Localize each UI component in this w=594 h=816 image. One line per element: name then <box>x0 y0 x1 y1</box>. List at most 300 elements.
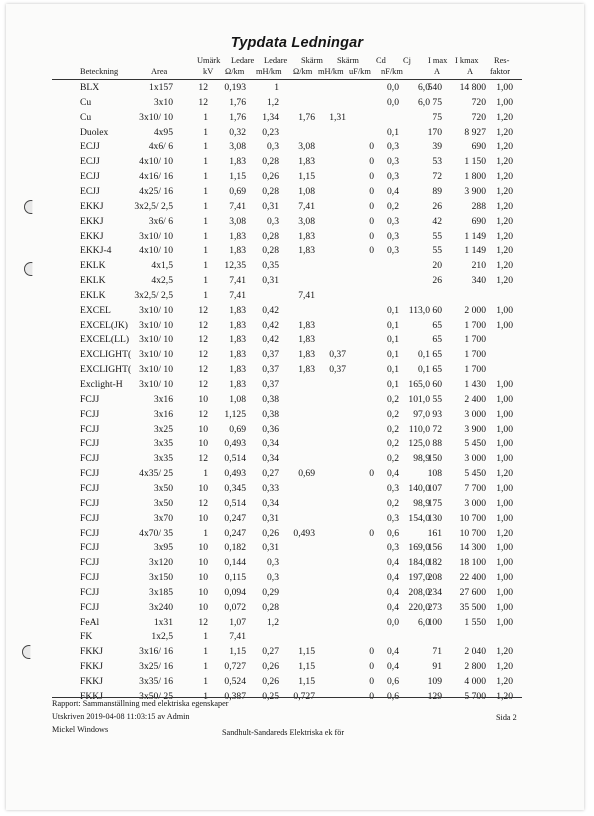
cell-res-factor: 1,00 <box>496 512 513 524</box>
cell-shield-resistance: 1,83 <box>298 230 315 242</box>
cell-ikmax: 1 800 <box>464 171 486 183</box>
cell-res-factor: 1,00 <box>496 319 513 331</box>
cell-cd-value: 0,1 <box>387 349 399 361</box>
cell-designation: EKLK <box>80 275 106 287</box>
cell-designation: FCJJ <box>80 557 100 569</box>
cell-designation: EXCEL(JK) <box>80 319 128 331</box>
cell-ikmax: 2 000 <box>464 304 486 316</box>
cell-ikmax: 720 <box>471 96 486 108</box>
cell-voltage: 12 <box>198 616 208 628</box>
cell-area: 4x6/ 6 <box>148 141 173 153</box>
header-cell: mH/km <box>318 67 344 76</box>
cell-ikmax: 10 700 <box>459 512 486 524</box>
cell-res-factor: 1,00 <box>496 304 513 316</box>
cell-area: 3x120 <box>149 557 173 569</box>
cell-conductor-resistance: 7,41 <box>229 631 246 643</box>
cell-voltage: 12 <box>198 82 208 93</box>
cell-cd-value: 0,6 <box>387 676 399 687</box>
cell-zero-flag: 0 <box>369 690 374 702</box>
cell-res-factor: 1,20 <box>496 111 513 123</box>
cell-shield-resistance: 3,08 <box>298 141 315 153</box>
cell-designation: EKKJ-4 <box>80 245 112 257</box>
cell-cj-value: 197,0 <box>408 572 430 584</box>
cell-res-factor: 1,00 <box>496 497 513 509</box>
cell-designation: FK <box>80 631 93 643</box>
cell-res-factor: 1,00 <box>496 482 513 494</box>
cell-res-factor: 1,20 <box>496 126 513 138</box>
cell-conductor-inductance: 0,31 <box>262 542 279 554</box>
cell-imax: 107 <box>427 482 442 494</box>
cell-area: 3x35/ 16 <box>139 676 173 687</box>
cell-imax: 65 <box>432 349 442 361</box>
cell-imax: 55 <box>432 245 442 257</box>
cell-imax: 156 <box>427 542 442 554</box>
cell-designation: ECJJ <box>80 185 100 197</box>
cell-voltage: 12 <box>198 96 208 108</box>
cell-cj-value: 6,0 <box>418 616 430 628</box>
header-cell: Ω/km <box>225 67 245 76</box>
header-cell: Skärm <box>301 56 323 65</box>
cell-voltage: 12 <box>198 408 208 420</box>
cell-voltage: 10 <box>198 586 208 598</box>
cell-voltage: 12 <box>198 349 208 361</box>
cell-cd-value: 0,4 <box>387 557 399 569</box>
cell-imax: 71 <box>432 646 442 658</box>
cell-designation: Duolex <box>80 126 109 138</box>
cell-shield-resistance: 1,83 <box>298 334 315 346</box>
header-cell: I kmax <box>455 56 479 65</box>
cell-area: 4x16/ 16 <box>139 171 173 183</box>
cell-ikmax: 10 700 <box>459 527 486 539</box>
cell-conductor-resistance: 0,727 <box>224 661 246 673</box>
cell-imax: 273 <box>427 601 442 613</box>
cell-ikmax: 18 100 <box>459 557 486 569</box>
cell-res-factor: 1,20 <box>496 141 513 153</box>
cell-imax: 65 <box>432 334 442 346</box>
cell-res-factor: 1,00 <box>496 601 513 613</box>
company-name: Sandhult-Sandareds Elektriska ek för <box>222 728 345 737</box>
cell-voltage: 12 <box>198 334 208 346</box>
cell-imax: 108 <box>427 468 442 480</box>
cell-voltage: 1 <box>203 676 208 687</box>
cell-shield-inductance: 1,31 <box>329 111 346 123</box>
cell-area: 3x10/ 10 <box>139 334 173 346</box>
cell-imax: 175 <box>427 497 442 509</box>
cell-designation: Cu <box>80 96 92 108</box>
cell-imax: 170 <box>427 126 442 138</box>
cell-imax: 60 <box>432 304 442 316</box>
cell-ikmax: 5 700 <box>464 690 486 702</box>
cell-zero-flag: 0 <box>369 185 374 197</box>
cell-cd-value: 0,6 <box>387 690 399 702</box>
cell-conductor-resistance: 12,35 <box>224 260 246 272</box>
cell-ikmax: 7 700 <box>464 482 486 494</box>
cell-shield-resistance: 1,83 <box>298 364 315 376</box>
cell-conductor-resistance: 1,83 <box>229 156 246 168</box>
cell-voltage: 12 <box>198 304 208 316</box>
cell-conductor-inductance: 1,2 <box>267 616 279 628</box>
header-cell: Res- <box>494 56 510 65</box>
cell-conductor-inductance: 0,23 <box>262 126 279 138</box>
cell-cj-value: 98,9 <box>413 497 430 509</box>
cell-conductor-inductance: 0,27 <box>262 468 279 480</box>
header-cell: Umärk <box>197 56 221 65</box>
cell-voltage: 1 <box>203 156 208 168</box>
cell-res-factor: 1,00 <box>496 393 513 405</box>
cell-cd-value: 0,2 <box>387 453 399 465</box>
cell-conductor-inductance: 0,33 <box>262 482 279 494</box>
cell-res-factor: 1,00 <box>496 616 513 628</box>
cell-voltage: 1 <box>203 215 208 227</box>
cell-designation: FKKJ <box>80 661 103 673</box>
cell-res-factor: 1,20 <box>496 230 513 242</box>
cell-cd-value: 0,1 <box>387 364 399 376</box>
cell-designation: FCJJ <box>80 572 100 584</box>
cell-conductor-inductance: 0,38 <box>262 408 279 420</box>
cell-conductor-resistance: 3,08 <box>229 141 246 153</box>
cell-designation: Exclight-H <box>80 379 123 390</box>
cell-conductor-resistance: 0,493 <box>224 438 246 450</box>
cell-conductor-inductance: 1 <box>274 82 279 93</box>
cell-conductor-inductance: 0,26 <box>262 171 279 183</box>
cell-cd-value: 0,0 <box>387 82 399 93</box>
cell-area: 3x16 <box>153 408 173 420</box>
cell-cj-value: 6,0 <box>418 96 430 108</box>
cell-ikmax: 35 500 <box>459 601 486 613</box>
cell-res-factor: 1,00 <box>496 557 513 569</box>
cell-cd-value: 0,2 <box>387 497 399 509</box>
cell-shield-resistance: 1,83 <box>298 245 315 257</box>
cell-ikmax: 14 300 <box>459 542 486 554</box>
cell-ikmax: 690 <box>471 141 486 153</box>
cell-voltage: 10 <box>198 393 208 405</box>
cell-conductor-inductance: 0,37 <box>262 349 279 361</box>
cell-voltage: 1 <box>203 171 208 183</box>
cell-conductor-inductance: 0,28 <box>262 601 279 613</box>
cell-shield-resistance: 1,15 <box>298 171 315 183</box>
cell-cj-value: 0,1 <box>418 364 430 376</box>
header-cell: kV <box>203 67 214 76</box>
cell-area: 3x35 <box>153 453 173 465</box>
cell-voltage: 10 <box>198 438 208 450</box>
cell-conductor-resistance: 1,07 <box>229 616 246 628</box>
cell-shield-inductance: 0,37 <box>329 364 346 376</box>
cell-area: 4x1,5 <box>151 260 173 272</box>
cell-conductor-resistance: 0,072 <box>224 601 246 613</box>
cell-designation: ECJJ <box>80 171 100 183</box>
cell-designation: FKKJ <box>80 676 103 687</box>
cell-area: 4x95 <box>153 126 173 138</box>
cell-conductor-resistance: 0,345 <box>224 482 246 494</box>
cell-res-factor: 1,20 <box>496 646 513 658</box>
cell-res-factor: 1,00 <box>496 438 513 450</box>
cell-designation: EKKJ <box>80 230 104 242</box>
cell-voltage: 12 <box>198 453 208 465</box>
cell-res-factor: 1,20 <box>496 260 513 272</box>
cell-conductor-resistance: 1,08 <box>229 393 246 405</box>
cell-ikmax: 720 <box>471 111 486 123</box>
cell-ikmax: 2 040 <box>464 646 486 658</box>
cell-cj-value: 125,0 <box>408 438 430 450</box>
cell-conductor-inductance: 0,28 <box>262 230 279 242</box>
cell-area: 3x25 <box>153 423 173 435</box>
cell-res-factor: 1,20 <box>496 690 513 702</box>
cell-res-factor: 1,20 <box>496 527 513 539</box>
cell-conductor-inductance: 0,29 <box>262 586 279 598</box>
cell-cj-value: 110,0 <box>408 423 430 435</box>
cell-conductor-inductance: 0,3 <box>267 141 279 153</box>
cell-conductor-resistance: 1,83 <box>229 319 246 331</box>
cell-designation: FCJJ <box>80 586 100 598</box>
cell-designation: EKLK <box>80 289 106 301</box>
cell-imax: 39 <box>432 141 442 153</box>
cell-area: 3x10/ 10 <box>139 349 173 361</box>
cell-area: 3x16 <box>153 393 173 405</box>
cell-imax: 75 <box>432 111 442 123</box>
cell-conductor-resistance: 1,83 <box>229 334 246 346</box>
cell-designation: ECJJ <box>80 141 100 153</box>
cell-conductor-inductance: 0,3 <box>267 572 279 584</box>
cell-ikmax: 2 800 <box>464 661 486 673</box>
cell-cd-value: 0,3 <box>387 141 399 153</box>
cell-ikmax: 3 000 <box>464 453 486 465</box>
cell-cj-value: 6,0 <box>418 82 430 93</box>
cell-shield-resistance: 0,727 <box>293 690 315 702</box>
cell-conductor-resistance: 0,387 <box>224 690 246 702</box>
cell-area: 1x157 <box>149 82 173 93</box>
cell-shield-resistance: 7,41 <box>298 289 315 301</box>
cell-zero-flag: 0 <box>369 661 374 673</box>
cell-area: 3x10/ 10 <box>139 379 173 390</box>
cell-area: 3x25/ 16 <box>139 661 173 673</box>
cell-cj-value: 0,1 <box>418 349 430 361</box>
cell-conductor-resistance: 1,83 <box>229 304 246 316</box>
cell-conductor-resistance: 0,69 <box>229 185 246 197</box>
cell-conductor-resistance: 1,83 <box>229 364 246 376</box>
cell-zero-flag: 0 <box>369 527 374 539</box>
header-cell: Skärm <box>337 56 359 65</box>
cell-ikmax: 1 550 <box>464 616 486 628</box>
cell-voltage: 1 <box>203 126 208 138</box>
cell-conductor-resistance: 0,514 <box>224 497 246 509</box>
cell-conductor-resistance: 0,115 <box>224 572 246 584</box>
cell-cd-value: 0,3 <box>387 171 399 183</box>
cell-voltage: 1 <box>203 646 208 658</box>
cell-ikmax: 690 <box>471 215 486 227</box>
cell-imax: 161 <box>427 527 442 539</box>
report-name: Rapport: Sammanställning med elektriska egenskaper <box>52 699 229 708</box>
cell-conductor-inductance: 0,34 <box>262 497 279 509</box>
cell-conductor-resistance: 3,08 <box>229 215 246 227</box>
cell-designation: FCJJ <box>80 497 100 509</box>
user-name: Mickel Windows <box>52 725 109 734</box>
cell-conductor-resistance: 0,493 <box>224 468 246 480</box>
cell-voltage: 12 <box>198 379 208 390</box>
cell-area: 3x150 <box>149 572 173 584</box>
cell-area: 3x240 <box>149 601 173 613</box>
cell-shield-resistance: 0,69 <box>298 468 315 480</box>
cell-cd-value: 0,4 <box>387 468 399 480</box>
cell-voltage: 1 <box>203 230 208 242</box>
cell-area: 3x6/ 6 <box>148 215 173 227</box>
cell-res-factor: 1,20 <box>496 215 513 227</box>
header-cell: Ω/km <box>293 67 313 76</box>
cell-imax: 26 <box>432 200 442 212</box>
cell-voltage: 12 <box>198 364 208 376</box>
cell-conductor-inductance: 0,38 <box>262 393 279 405</box>
cell-ikmax: 1 150 <box>464 156 486 168</box>
cell-cd-value: 0,3 <box>387 215 399 227</box>
cell-conductor-resistance: 1,76 <box>229 111 246 123</box>
cell-area: 3x35 <box>153 438 173 450</box>
cell-voltage: 1 <box>203 661 208 673</box>
cell-conductor-resistance: 1,15 <box>229 171 246 183</box>
cell-zero-flag: 0 <box>369 141 374 153</box>
header-cell: Beteckning <box>80 67 119 76</box>
cell-zero-flag: 0 <box>369 230 374 242</box>
cell-cd-value: 0,4 <box>387 601 399 613</box>
cell-imax: 55 <box>432 230 442 242</box>
cell-conductor-resistance: 0,247 <box>224 512 246 524</box>
cell-conductor-inductance: 0,36 <box>262 423 279 435</box>
cell-conductor-inductance: 0,26 <box>262 661 279 673</box>
cell-conductor-inductance: 0,37 <box>262 364 279 376</box>
cell-area: 3x50 <box>153 497 173 509</box>
cell-voltage: 10 <box>198 482 208 494</box>
cell-area: 3x10/ 10 <box>139 319 173 331</box>
cell-res-factor: 1,20 <box>496 245 513 257</box>
cell-cd-value: 0,3 <box>387 230 399 242</box>
footer-divider <box>52 697 522 698</box>
cell-ikmax: 22 400 <box>459 572 486 584</box>
cell-conductor-resistance: 1,83 <box>229 245 246 257</box>
cell-voltage: 1 <box>203 200 208 212</box>
cell-conductor-inductance: 0,37 <box>262 379 279 390</box>
cell-cd-value: 0,3 <box>387 245 399 257</box>
cell-conductor-inductance: 0,28 <box>262 185 279 197</box>
cell-conductor-inductance: 0,34 <box>262 453 279 465</box>
cell-ikmax: 2 400 <box>464 393 486 405</box>
cell-zero-flag: 0 <box>369 171 374 183</box>
cell-shield-resistance: 0,493 <box>293 527 315 539</box>
cell-cd-value: 0,4 <box>387 586 399 598</box>
cell-cd-value: 0,2 <box>387 408 399 420</box>
cell-conductor-inductance: 0,28 <box>262 245 279 257</box>
cell-res-factor: 1,00 <box>496 96 513 108</box>
cell-shield-resistance: 1,15 <box>298 646 315 658</box>
cell-ikmax: 3 900 <box>464 423 486 435</box>
cell-res-factor: 1,20 <box>496 171 513 183</box>
cell-res-factor: 1,00 <box>496 408 513 420</box>
cell-shield-resistance: 1,83 <box>298 156 315 168</box>
cell-cj-value: 220,0 <box>408 601 430 613</box>
header-cell: faktor <box>490 67 510 76</box>
cell-conductor-resistance: 0,144 <box>224 557 246 569</box>
cell-area: 4x10/ 10 <box>139 245 173 257</box>
cell-conductor-resistance: 1,83 <box>229 230 246 242</box>
cell-cj-value: 101,0 <box>408 393 430 405</box>
cell-area: 3x10/ 10 <box>139 230 173 242</box>
cell-conductor-inductance: 0,42 <box>262 319 279 331</box>
cell-shield-resistance: 1,83 <box>298 349 315 361</box>
cell-designation: FCJJ <box>80 482 100 494</box>
cell-cd-value: 0,1 <box>387 334 399 346</box>
cell-shield-resistance: 7,41 <box>298 200 315 212</box>
cell-zero-flag: 0 <box>369 215 374 227</box>
cell-cd-value: 0,1 <box>387 126 399 138</box>
cell-cd-value: 0,1 <box>387 304 399 316</box>
cell-imax: 65 <box>432 319 442 331</box>
header-cell: A <box>467 67 474 76</box>
cell-imax: 53 <box>432 156 442 168</box>
cell-designation: FCJJ <box>80 542 100 554</box>
cell-res-factor: 1,20 <box>496 676 513 687</box>
cell-designation: EXCEL(LL) <box>80 334 130 346</box>
cell-ikmax: 3 900 <box>464 185 486 197</box>
cell-conductor-inductance: 0,31 <box>262 275 279 287</box>
cell-conductor-resistance: 0,193 <box>224 82 246 93</box>
cell-imax: 91 <box>432 661 442 673</box>
cell-cd-value: 0,4 <box>387 185 399 197</box>
cell-ikmax: 14 800 <box>459 82 486 93</box>
cell-shield-resistance: 3,08 <box>298 215 315 227</box>
header-divider <box>52 79 522 80</box>
cell-designation: FKKJ <box>80 646 103 658</box>
cell-conductor-inductance: 0,26 <box>262 676 279 687</box>
cell-voltage: 12 <box>198 319 208 331</box>
cell-imax: 129 <box>427 690 442 702</box>
cell-ikmax: 1 700 <box>464 364 486 376</box>
cell-ikmax: 3 000 <box>464 408 486 420</box>
cell-cd-value: 0,1 <box>387 319 399 331</box>
cell-shield-resistance: 1,83 <box>298 319 315 331</box>
cell-shield-resistance: 1,08 <box>298 185 315 197</box>
cell-area: 3x2,5/ 2,5 <box>134 200 173 212</box>
cell-area: 3x185 <box>149 586 173 598</box>
cell-voltage: 1 <box>203 289 208 301</box>
cell-res-factor: 1,20 <box>496 156 513 168</box>
cell-cj-value: 165,0 <box>408 379 430 390</box>
cell-area: 3x50/ 25 <box>139 690 173 702</box>
cell-voltage: 1 <box>203 690 208 702</box>
header-cell: uF/km <box>349 67 371 76</box>
cell-area: 3x10/ 10 <box>139 111 173 123</box>
cell-imax: 55 <box>432 393 442 405</box>
cell-shield-resistance: 1,15 <box>298 676 315 687</box>
cell-res-factor: 1,00 <box>496 586 513 598</box>
cell-designation: ECJJ <box>80 156 100 168</box>
cell-res-factor: 1,00 <box>496 453 513 465</box>
cell-conductor-inductance: 1,2 <box>267 96 279 108</box>
cell-cd-value: 0,3 <box>387 542 399 554</box>
page-number: Sida 2 <box>496 713 517 722</box>
cell-designation: FCJJ <box>80 438 100 450</box>
cell-ikmax: 1 700 <box>464 319 486 331</box>
cell-designation: EKKJ <box>80 215 104 227</box>
cell-voltage: 1 <box>203 527 208 539</box>
cell-conductor-inductance: 0,34 <box>262 438 279 450</box>
cell-res-factor: 1,20 <box>496 275 513 287</box>
cell-voltage: 10 <box>198 601 208 613</box>
cell-zero-flag: 0 <box>369 156 374 168</box>
cell-ikmax: 288 <box>471 200 486 212</box>
cell-conductor-inductance: 0,3 <box>267 215 279 227</box>
cell-conductor-inductance: 0,42 <box>262 304 279 316</box>
cell-conductor-inductance: 0,26 <box>262 527 279 539</box>
cell-cj-value: 154,0 <box>408 512 430 524</box>
cell-area: 3x50 <box>153 482 173 494</box>
cell-area: 4x10/ 10 <box>139 156 173 168</box>
